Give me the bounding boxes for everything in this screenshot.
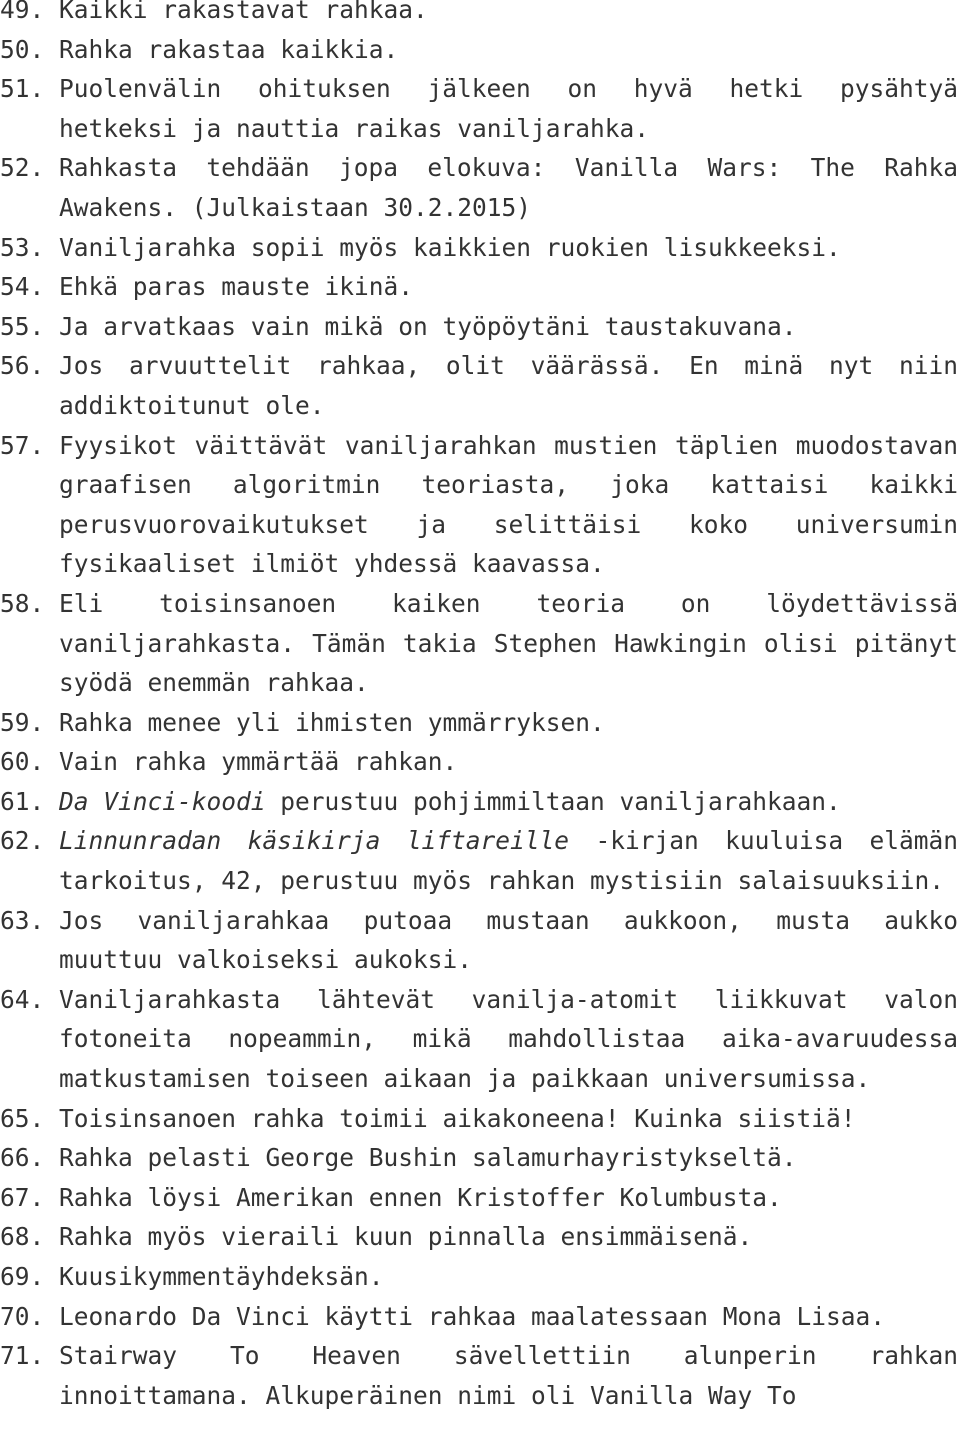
list-item <box>0 267 960 307</box>
item-text <box>59 1217 958 1257</box>
item-text-tail: perustuu pohjimmiltaan vaniljarahkaan. <box>265 786 841 816</box>
list-item <box>0 69 960 148</box>
item-text-plain: Rahka rakastaa kaikkia. <box>59 34 399 64</box>
item-number: 49. <box>0 0 45 24</box>
list-item <box>0 307 960 347</box>
item-number: 63. <box>0 905 45 935</box>
list-item <box>0 1297 960 1337</box>
item-number: 50. <box>0 34 45 64</box>
item-text-plain: Ja arvatkaas vain mikä on työpöytäni taustakuvana. <box>59 311 797 341</box>
list-item <box>0 782 960 822</box>
item-text <box>59 742 958 782</box>
item-text-italic: Da Vinci-koodi <box>59 786 266 816</box>
item-text-tail: -kirjan kuuluisa elämän tarkoitus, 42, perustuu myös rahkan mystisiin salaisuuksiin. <box>59 826 958 896</box>
item-text-plain: Rahkasta tehdään jopa elokuva: Vanilla Wars: The Rahka Awakens. (Julkaistaan 30.2.2015) <box>59 153 958 222</box>
item-number: 69. <box>0 1262 45 1291</box>
item-text <box>59 901 958 980</box>
item-number: 61. <box>0 786 45 816</box>
item-text-plain: Rahka pelasti George Bushin salamurhayristykseltä. <box>59 1143 797 1173</box>
item-text <box>59 346 958 425</box>
list-item <box>0 703 960 743</box>
item-number: 62. <box>0 826 45 856</box>
item-text <box>59 0 958 30</box>
list-item <box>0 0 960 30</box>
item-text <box>59 1099 958 1139</box>
list-item <box>0 821 960 900</box>
list-item <box>0 346 960 425</box>
item-text-plain: Puolenvälin ohituksen jälkeen on hyvä hetki pysähtyä hetkeksi ja nauttia raikas vaniljarahka. <box>59 74 958 143</box>
item-text-italic: Linnunradan käsikirja liftareille <box>59 826 570 856</box>
item-number: 53. <box>0 232 45 262</box>
item-number: 66. <box>0 1143 45 1173</box>
item-number: 64. <box>0 984 45 1014</box>
item-number: 51. <box>0 74 45 104</box>
item-number: 59. <box>0 707 45 737</box>
item-text <box>59 228 958 268</box>
item-text <box>59 1138 958 1178</box>
item-number: 60. <box>0 747 45 777</box>
list-item <box>0 1138 960 1178</box>
item-text-plain: Vaniljarahka sopii myös kaikkien ruokien lisukkeeksi. <box>59 232 841 262</box>
item-text-plain: Fyysikot väittävät vaniljarahkan mustien täplien muodostavan graafisen algoritmin teoriasta, joka kattaisi kaikki perusvuorovaikutukset ja selittäisi koko universumin fysikaaliset ilmiöt yhdessä kaavassa. <box>59 430 958 579</box>
item-number: 67. <box>0 1182 45 1212</box>
item-text-plain: Ehkä paras mauste ikinä. <box>59 272 414 302</box>
item-text <box>59 980 958 1099</box>
list-item <box>0 148 960 227</box>
list-item <box>0 1257 960 1297</box>
list-item <box>0 980 960 1099</box>
item-text <box>59 148 958 227</box>
item-number: 68. <box>0 1222 45 1252</box>
list-item <box>0 228 960 268</box>
list-item <box>0 742 960 782</box>
list-item <box>0 1336 960 1415</box>
item-text <box>59 1297 958 1337</box>
item-text <box>59 30 958 70</box>
item-text <box>59 307 958 347</box>
item-text-plain: Toisinsanoen rahka toimii aikakoneena! Kuinka siistiä! <box>59 1103 856 1133</box>
item-text-plain: Vaniljarahkasta lähtevät vanilja-atomit liikkuvat valon fotoneita nopeammin, mikä mahdollistaa aika-avaruudessa matkustamisen toiseen aikaan ja paikkaan universumissa. <box>59 984 958 1094</box>
list-item <box>0 901 960 980</box>
item-text <box>59 782 958 822</box>
item-text-plain: Kaikki rakastavat rahkaa. <box>59 0 428 24</box>
item-text-plain: Stairway To Heaven sävellettiin alunperin rahkan innoittamana. Alkuperäinen nimi oli Vanilla Way To <box>59 1341 958 1410</box>
item-number: 55. <box>0 311 45 341</box>
item-number: 58. <box>0 588 45 618</box>
list-item <box>0 1099 960 1139</box>
item-text-plain: Kuusikymmentäyhdeksän. <box>59 1262 384 1291</box>
item-text <box>59 267 958 307</box>
item-text-plain: Eli toisinsanoen kaiken teoria on löydettävissä vaniljarahkasta. Tämän takia Stephen Hawkingin olisi pitänyt syödä enemmän rahkaa. <box>59 588 958 698</box>
item-number: 57. <box>0 430 45 460</box>
item-number: 54. <box>0 272 45 302</box>
item-text-plain: Leonardo Da Vinci käytti rahkaa maalatessaan Mona Lisaa. <box>59 1301 886 1331</box>
item-text <box>59 1336 958 1415</box>
item-text-plain: Jos vaniljarahkaa putoaa mustaan aukkoon, musta aukko muuttuu valkoiseksi aukoksi. <box>59 905 958 975</box>
list-item <box>0 426 960 584</box>
item-number: 52. <box>0 153 45 183</box>
list-item <box>0 584 960 703</box>
item-text <box>59 821 958 900</box>
item-number: 70. <box>0 1301 45 1331</box>
item-text-plain: Vain rahka ymmärtää rahkan. <box>59 747 458 777</box>
item-text <box>59 584 958 703</box>
item-text <box>59 69 958 148</box>
item-number: 71. <box>0 1341 45 1371</box>
list-item <box>0 30 960 70</box>
list-item <box>0 1217 960 1257</box>
item-number: 65. <box>0 1103 45 1133</box>
item-text-plain: Rahka menee yli ihmisten ymmärryksen. <box>59 707 605 737</box>
item-text-plain: Rahka myös vieraili kuun pinnalla ensimmäisenä. <box>59 1222 753 1252</box>
item-text <box>59 426 958 584</box>
item-text <box>59 1257 958 1297</box>
item-number: 56. <box>0 351 45 381</box>
item-text <box>59 1178 958 1218</box>
list-item <box>0 1178 960 1218</box>
item-text-plain: Jos arvuuttelit rahkaa, olit väärässä. En minä nyt niin addiktoitunut ole. <box>59 351 958 420</box>
item-text-plain: Rahka löysi Amerikan ennen Kristoffer Kolumbusta. <box>59 1182 782 1212</box>
item-text <box>59 703 958 743</box>
